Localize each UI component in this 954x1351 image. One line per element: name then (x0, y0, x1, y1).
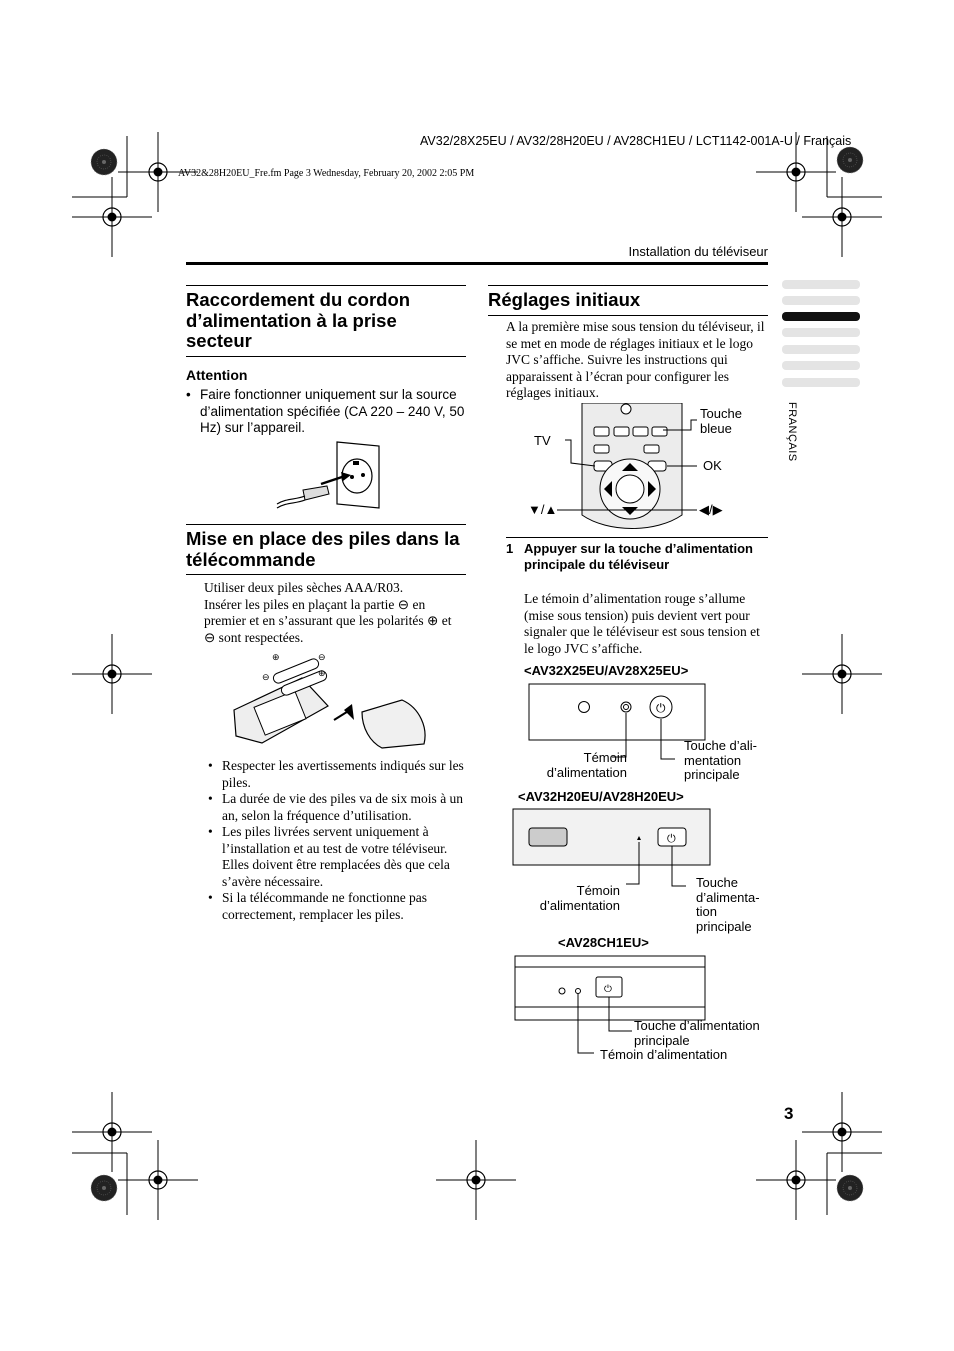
document-models-header: AV32/28X25EU / AV32/28H20EU / AV28CH1EU / LCT1142-001A-U / Français (420, 134, 852, 148)
language-tab (782, 280, 860, 289)
file-info: AV32&28H20EU_Fre.fm Page 3 Wednesday, February 20, 2002 2:05 PM (178, 168, 475, 179)
initial-settings-title: Réglages initiaux (488, 289, 641, 310)
language-tab (782, 328, 860, 337)
section-name: Installation du téléviseur (628, 244, 768, 259)
language-tab-active (782, 312, 860, 321)
battery-intro (204, 580, 466, 646)
svg-text:⊕: ⊕ (272, 652, 280, 662)
battery-note: • La durée de vie des piles va de six mois à un an, selon la fréquence d’utilisation. (208, 791, 466, 824)
power-plug-illustration (275, 440, 385, 512)
main-power-button-label: Touche d’alimentation principale (634, 1018, 760, 1048)
language-label: FRANÇAIS (786, 402, 798, 462)
model-heading: <AV32X25EU/AV28X25EU> (524, 663, 689, 678)
section-rule (186, 524, 466, 525)
tv-panel-av32h20eu (512, 808, 712, 894)
battery-section-title: Mise en place des piles dans la télécommande (186, 528, 460, 570)
svg-text:⊕: ⊕ (318, 668, 326, 678)
battery-note: • Les piles livrées servent uniquement à l’installation et au test de votre téléviseur. Elles doivent être remplacées dès que cela s’avère nécessaire. (208, 824, 466, 890)
ok-button-label: OK (703, 458, 722, 473)
section-rule (488, 315, 768, 316)
power-section-title: Raccordement du cordon d’alimentation à la prise secteur (186, 289, 411, 351)
remote-callouts (555, 400, 705, 530)
remote-battery-illustration (232, 648, 432, 753)
model-heading: <AV32H20EU/AV28H20EU> (518, 789, 684, 804)
language-tab (782, 345, 860, 354)
initial-settings-intro: A la première mise sous tension du téléviseur, il se met en mode de réglages initiaux et le logo JVC s’affiche. Suivre les instructions qui apparaissent à l’écran pour configurer les réglages initiaux. (506, 319, 765, 400)
attention-item: • Faire fonctionner uniquement sur la source d’alimentation spécifiée (CA 220 – 240 V, 50 Hz) sur l’appareil. (186, 387, 468, 437)
svg-text:⏻: ⏻ (656, 701, 666, 715)
svg-text:⏻: ⏻ (667, 832, 676, 845)
language-tab (782, 361, 860, 370)
attention-label: Attention (186, 367, 248, 383)
svg-text:⊖: ⊖ (318, 652, 326, 662)
section-rule (186, 285, 466, 286)
step-rule (506, 537, 768, 538)
battery-note: • Respecter les avertissements indiqués sur les piles. (208, 758, 466, 791)
section-rule (186, 356, 466, 357)
language-tab (782, 296, 860, 305)
tv-button-label: TV (534, 433, 551, 448)
battery-notes (208, 758, 466, 923)
step-title: Appuyer sur la touche d’alimentation principale du téléviseur (524, 541, 753, 572)
main-power-button-label: Touche d’ali-mentation principale (684, 738, 757, 782)
svg-text:⊖: ⊖ (262, 672, 270, 682)
step-number: 1 (506, 541, 514, 556)
power-indicator-label: Témoin d’alimentation (546, 750, 627, 780)
power-indicator-label: Témoin d’alimentation (600, 1047, 728, 1062)
updown-buttons-label: ▼/▲ (528, 502, 558, 517)
leftright-buttons-label: ◀/▶ (699, 502, 723, 517)
blue-button-label: Touche bleue (700, 406, 742, 436)
model-heading: <AV28CH1EU> (558, 935, 649, 950)
header-rule (186, 262, 768, 265)
battery-intro-line: Utiliser deux piles sèches AAA/R03. (204, 580, 404, 595)
section-rule (488, 285, 768, 286)
section-rule (186, 574, 466, 575)
step-body: Le témoin d’alimentation rouge s’allume (mise sous tension) puis devient vert pour signaler que le téléviseur est sous tension et le logo JVC s’affiche. (524, 591, 760, 656)
power-indicator-label: Témoin d’alimentation (539, 883, 620, 913)
battery-note: • Si la télécommande ne fonctionne pas correctement, remplacer les piles. (208, 890, 466, 923)
main-power-button-label: Touche d’alimenta-tion principale (696, 875, 760, 934)
page-number: 3 (784, 1104, 794, 1123)
attention-list (186, 387, 468, 437)
svg-text:⏻: ⏻ (604, 984, 612, 995)
language-tab (782, 378, 860, 387)
battery-intro-line: Insérer les piles en plaçant la partie ⊖ en premier et en s’assurant que les polarités ⊕ et ⊖ sont respectées. (204, 596, 452, 645)
